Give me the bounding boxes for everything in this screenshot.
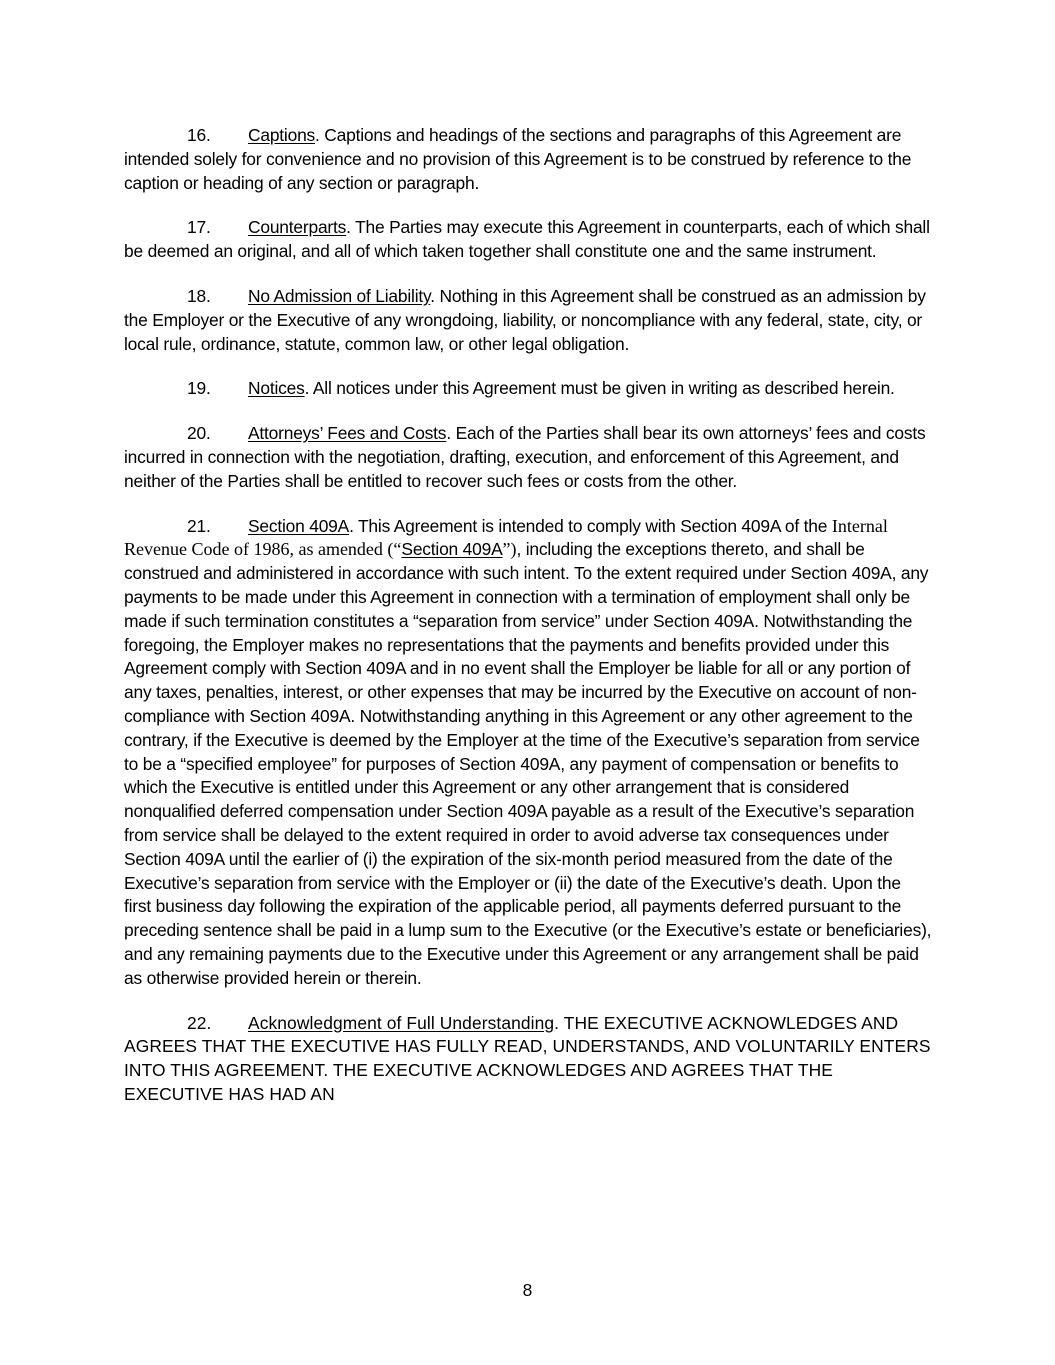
section-heading: Captions: [248, 125, 316, 145]
section-text: . THE EXECUTIVE ACKNOWLEDGES AND AGREES THAT THE EXECUTIVE HAS FULLY READ, UNDERSTANDS, AND VOLUNTARILY ENTERS INTO THIS AGREEMENT. THE EXECUTIVE ACKNOWLEDGES AND AGREES THAT THE EXECUTIVE HAS HAD AN: [124, 1012, 931, 1104]
document-body: [124, 124, 932, 1128]
section-16-paragraph: [124, 124, 932, 195]
section-number: 19.: [187, 378, 211, 399]
section-heading: Acknowledgment of Full Understanding: [248, 1012, 555, 1033]
section-heading: Notices: [248, 378, 305, 399]
section-18-paragraph: [124, 285, 932, 356]
section-text: . Each of the Parties shall bear its own attorneys’ fees and costs incurred in connection with the negotiation, drafting, execution, and enforcement of this Agreement, and neither of the Parties shall be entitled to recover such fees or costs from the other.: [124, 423, 926, 491]
section-20-paragraph: [124, 422, 932, 493]
page-number: 8: [522, 1280, 533, 1300]
section-number: 21.: [187, 515, 211, 536]
section-number: 22.: [187, 1012, 212, 1033]
section-22-paragraph: [124, 1012, 932, 1107]
section-heading: Attorneys’ Fees and Costs: [248, 423, 447, 444]
defined-term: Section 409A: [401, 539, 503, 560]
section-text-serif-close: ”): [502, 539, 517, 560]
section-text: . Captions and headings of the sections and paragraphs of this Agreement are intended solely for convenience and no provision of this Agreement is to be construed by reference to the caption or heading of any section or paragraph.: [124, 125, 912, 193]
section-number: 20.: [187, 423, 211, 444]
section-text: . This Agreement is intended to comply with Section 409A of the: [349, 515, 828, 536]
section-heading: No Admission of Liability: [248, 285, 431, 306]
section-text: . The Parties may execute this Agreement in counterparts, each of which shall be deemed an original, and all of which taken together shall constitute one and the same instrument.: [124, 217, 930, 262]
section-heading: Section 409A: [248, 515, 350, 536]
section-number: 17.: [187, 217, 211, 238]
section-number: 18.: [187, 285, 211, 306]
section-17-paragraph: [124, 216, 932, 264]
section-text-continued: , including the exceptions thereto, and shall be construed and administered in accordance with such intent. To the extent required under Section 409A, any payments to be made under this Agreement in connection with a termination of employment shall only be made if such termination constitutes a “separation from service” under Section 409A. Notwithstanding the foregoing, the Employer makes no representations that the payments and benefits provided under this Agreement comply with Section 409A and in no event shall the Employer be liable for all or any portion of any taxes, penalties, interest, or other expenses that may be incurred by the Executive on account of non-compliance with Section 409A. Notwithstanding anything in this Agreement or any other agreement to the contrary, if the Executive is deemed by the Employer at the time of the Executive’s separation from service to be a “specified employee” for purposes of Section 409A, any payment of compensation or benefits to which the Executive is entitled under this Agreement or any other arrangement that is considered nonqualified deferred compensation under Section 409A payable as a result of the Executive’s separation from service shall be delayed to the extent required in order to avoid adverse tax consequences under Section 409A until the earlier of (i) the expiration of the six-month period measured from the date of the Executive’s separation from service with the Employer or (ii) the date of the Executive’s death. Upon the first business day following the expiration of the applicable period, all payments deferred pursuant to the preceding sentence shall be paid in a lump sum to the Executive (or the Executive’s estate or beneficiaries), and any remaining payments due to the Executive under this Agreement or any arrangement shall be paid as otherwise provided herein or therein.: [124, 539, 932, 988]
section-21-paragraph: [124, 515, 932, 991]
section-text-serif: Internal Revenue Code of 1986, as amended (“: [124, 515, 888, 560]
section-number: 16.: [187, 125, 211, 145]
section-19-paragraph: [124, 377, 932, 401]
section-text: . All notices under this Agreement must be given in writing as described herein.: [304, 378, 895, 399]
section-text: . Nothing in this Agreement shall be construed as an admission by the Employer or the Executive of any wrongdoing, liability, or noncompliance with any federal, state, city, or local rule, ordinance, statute, common law, or other legal obligation.: [124, 285, 926, 354]
section-heading: Counterparts: [248, 217, 347, 238]
